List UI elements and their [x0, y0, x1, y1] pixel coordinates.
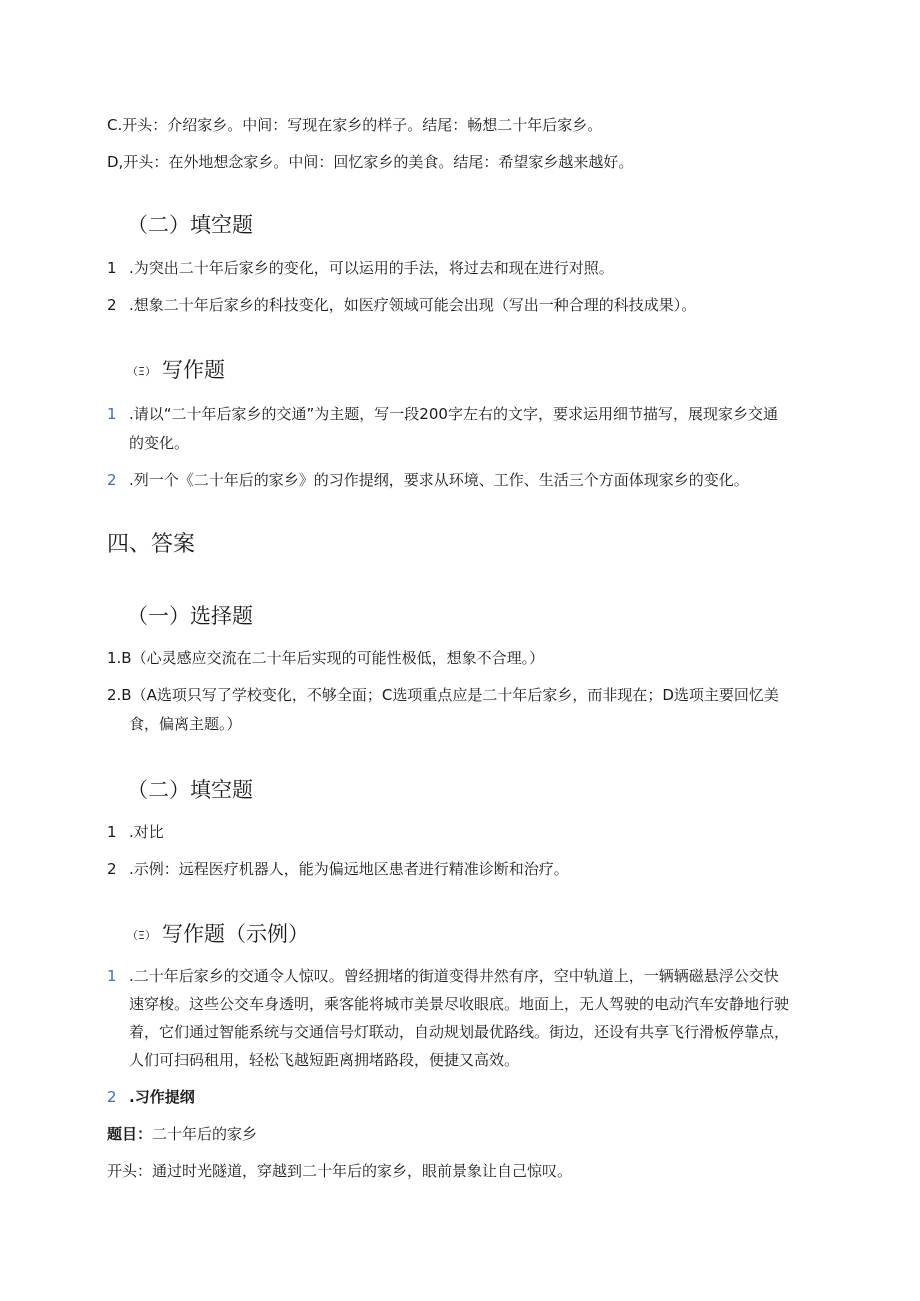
answer-fill-1-text: .对比 [129, 823, 164, 841]
answer-fill-1 [107, 822, 164, 842]
answer-fill-2-text: .示例：远程医疗机器人，能为偏远地区患者进行精准诊断和治疗。 [129, 860, 569, 878]
fill-item-1-text: .为突出二十年后家乡的变化，可以运用的手法，将过去和现在进行对照。 [129, 259, 614, 277]
section-fill-title: （二）填空题 [127, 213, 253, 237]
answer-choice-2: 2.B（A选项只写了学校变化，不够全面；C选项重点应是二十年后家乡，而非现在；D选项主要回忆美 [107, 686, 779, 704]
answers-fill-title: （二）填空题 [127, 778, 253, 802]
option-c: C.开头：介绍家乡。中间：写现在家乡的样子。结尾：畅想二十年后家乡。 [107, 116, 603, 134]
answer-choice-2-cont: 食，偏离主题。） [129, 715, 242, 733]
outline-opening: 开头：通过时光隧道，穿越到二十年后的家乡，眼前景象让自己惊叹。 [107, 1162, 573, 1180]
outline-topic-label: 题目： [107, 1125, 153, 1143]
write-item-2-num: 2 [107, 471, 117, 489]
answer-write-1-num: 1 [107, 967, 117, 985]
answer-write-1-line-c: 着，它们通过智能系统与交通信号灯联动，自动规划最优路线。街边，还设有共享飞行滑板停靠点， [129, 1023, 790, 1041]
write-item-1-num: 1 [107, 405, 117, 423]
answers-write-prefix: （Ξ） [127, 929, 156, 942]
answer-fill-2 [107, 859, 569, 879]
answers-title: 四、答案 [107, 532, 196, 557]
fill-item-2 [107, 295, 696, 315]
answer-write-1-text-a: .二十年后家乡的交通令人惊叹。曾经拥堵的街道变得井然有序，空中轨道上，一辆辆磁悬浮公交快 [129, 967, 779, 985]
answers-choice-title: （一）选择题 [127, 604, 253, 628]
outline-topic-value: 二十年后的家乡 [152, 1125, 258, 1143]
answer-write-1-line-d: 人们可扫码租用，轻松飞越短距离拥堵路段，便捷又高效。 [129, 1051, 520, 1069]
answer-fill-1-num: 1 [107, 823, 117, 841]
answer-choice-1: 1.B（心灵感应交流在二十年后实现的可能性极低，想象不合理。） [107, 649, 545, 667]
answer-fill-2-num: 2 [107, 860, 117, 878]
write-item-2-text: .列一个《二十年后的家乡》的习作提纲，要求从环境、工作、生活三个方面体现家乡的变化。 [129, 471, 749, 489]
fill-item-2-text: .想象二十年后家乡的科技变化，如医疗领域可能会出现（写出一种合理的科技成果）。 [129, 296, 697, 314]
fill-item-2-num: 2 [107, 296, 117, 314]
fill-item-1 [107, 258, 614, 278]
write-item-1-cont: 的变化。 [129, 434, 190, 452]
answer-write-2 [107, 1087, 195, 1107]
outline-topic [107, 1124, 257, 1144]
write-item-2 [107, 470, 749, 490]
answer-write-1 [107, 966, 779, 986]
answer-write-1-line-b: 速穿梭。这些公交车身透明，乘客能将城市美景尽收眼底。地面上，无人驾驶的电动汽车安静地行驶 [129, 995, 790, 1013]
answers-write-title [127, 921, 309, 949]
answer-write-2-text: .习作提纲 [129, 1088, 195, 1106]
fill-item-1-num: 1 [107, 259, 117, 277]
section-write-prefix: （Ξ） [127, 365, 156, 378]
write-item-1-text-a: .请以“二十年后家乡的交通”为主题，写一段200字左右的文字，要求运用细节描写，展现家乡交通 [129, 405, 778, 423]
answers-write-label: 写作题（示例） [161, 922, 309, 946]
write-item-1 [107, 404, 778, 424]
option-d: D,开头：在外地想念家乡。中间：回忆家乡的美食。结尾：希望家乡越来越好。 [107, 153, 634, 171]
answer-write-2-num: 2 [107, 1088, 117, 1106]
section-write-title [127, 357, 225, 385]
section-write-label: 写作题 [161, 358, 225, 382]
